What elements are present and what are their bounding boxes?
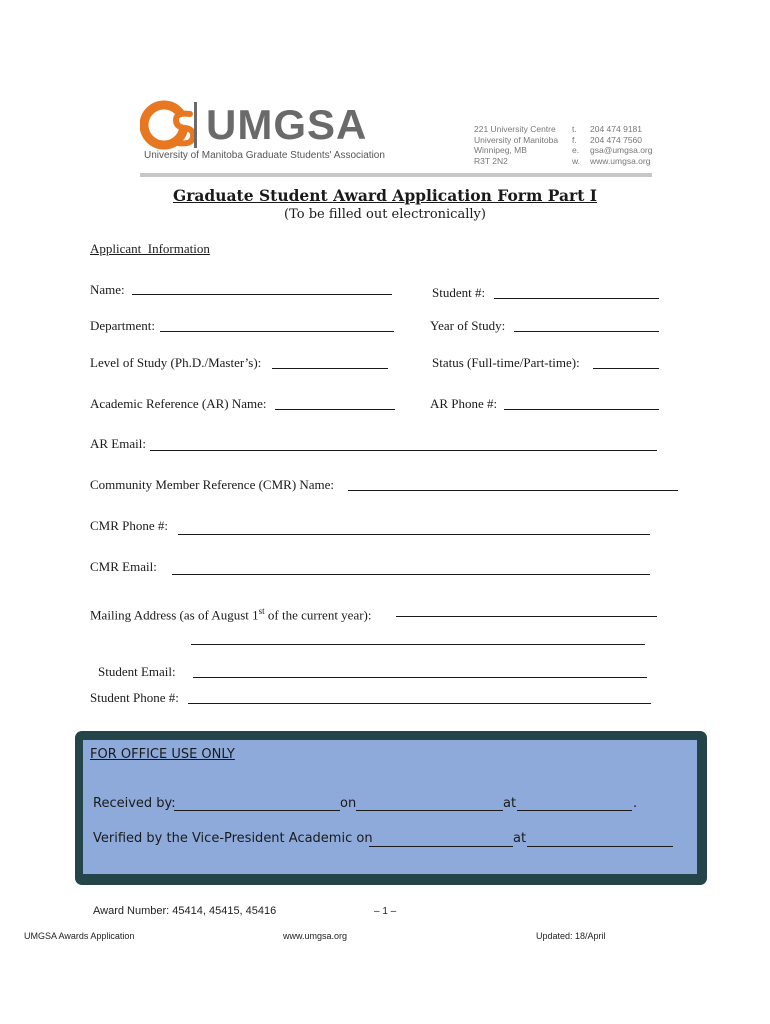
ar-email-field[interactable]	[150, 450, 657, 451]
contact-key: w.	[572, 155, 581, 166]
logo-wordmark: UMGSA	[206, 101, 368, 148]
umgsa-logo-icon	[140, 100, 198, 150]
footer-left-text: UMGSA Awards Application	[24, 931, 135, 941]
address-line: R3T 2N2	[474, 155, 508, 166]
level-of-study-label: Level of Study (Ph.D./Master’s):	[90, 355, 262, 370]
contact-values	[590, 124, 653, 166]
received-on-label: on	[340, 796, 357, 811]
student-number-field[interactable]	[494, 298, 659, 299]
mailing-address-prefix: Mailing Address (as of August 1	[90, 607, 259, 623]
cmr-phone-label: CMR Phone #:	[90, 518, 169, 533]
student-phone-field[interactable]	[188, 703, 651, 704]
mailing-address-sup: st	[258, 606, 265, 616]
verified-at-label: at	[513, 831, 527, 846]
ar-name-label: Academic Reference (AR) Name:	[90, 396, 267, 411]
address-line: University of Manitoba	[474, 134, 559, 145]
section-heading: Applicant Information	[90, 241, 210, 256]
student-email-field[interactable]	[193, 677, 647, 678]
contact-key: t.	[572, 124, 577, 134]
cmr-phone-field[interactable]	[178, 534, 650, 535]
cmr-name-label: Community Member Reference (CMR) Name:	[90, 477, 335, 492]
address-block	[474, 124, 558, 166]
ar-email-label: AR Email:	[90, 436, 146, 451]
level-of-study-field[interactable]	[272, 368, 388, 369]
address-line: 221 University Centre	[474, 124, 556, 134]
cmr-email-field[interactable]	[172, 574, 650, 575]
received-at-label: at	[503, 796, 517, 811]
contact-website: www.umgsa.org	[590, 155, 651, 166]
mailing-address-label	[90, 603, 372, 623]
form-title: Graduate Student Award Application Form Part I	[172, 186, 598, 205]
received-period: .	[633, 796, 638, 811]
status-field[interactable]	[593, 368, 659, 369]
received-by-field[interactable]	[174, 810, 340, 811]
contact-keys	[572, 124, 580, 166]
received-on-field[interactable]	[356, 810, 503, 811]
header-divider	[140, 173, 652, 177]
contact-email: gsa@umgsa.org	[590, 145, 653, 155]
status-label: Status (Full-time/Part-time):	[432, 355, 580, 370]
name-label: Name:	[90, 282, 125, 297]
mailing-address-field[interactable]	[396, 616, 657, 617]
contact-fax: 204 474 7560	[590, 134, 642, 145]
year-of-study-label: Year of Study:	[430, 318, 506, 333]
name-field[interactable]	[132, 294, 392, 295]
form-subtitle: (To be filled out electronically)	[284, 207, 486, 222]
page-number: – 1 –	[374, 906, 397, 917]
ar-phone-label: AR Phone #:	[430, 396, 498, 411]
received-at-field[interactable]	[517, 810, 632, 811]
ar-phone-field[interactable]	[504, 409, 659, 410]
mailing-address-suffix: of the current year):	[264, 607, 372, 623]
ar-name-field[interactable]	[275, 409, 395, 410]
verified-by-label: Verified by the Vice-President Academic on	[93, 831, 373, 846]
student-number-label: Student #:	[432, 285, 486, 300]
verified-on-field[interactable]	[369, 846, 513, 847]
received-by-label: Received by:	[93, 796, 176, 811]
student-phone-label: Student Phone #:	[90, 690, 179, 705]
contact-key: e.	[572, 145, 580, 155]
cmr-email-label: CMR Email:	[90, 559, 157, 574]
footer-website: www.umgsa.org	[283, 931, 348, 941]
address-line: Winnipeg, MB	[474, 145, 527, 155]
department-field[interactable]	[160, 331, 394, 332]
office-use-heading: FOR OFFICE USE ONLY	[90, 747, 235, 762]
logo-subtitle: University of Manitoba Graduate Students' Association	[144, 150, 385, 161]
contact-phone: 204 474 9181	[590, 124, 642, 134]
award-number: Award Number: 45414, 45415, 45416	[93, 905, 277, 917]
student-email-label: Student Email:	[98, 664, 176, 679]
verified-at-field[interactable]	[527, 846, 673, 847]
year-of-study-field[interactable]	[514, 331, 659, 332]
contact-key: f.	[572, 134, 577, 145]
mailing-address-field-line-2[interactable]	[191, 644, 645, 645]
footer-updated: Updated: 18/April	[536, 931, 606, 941]
cmr-name-field[interactable]	[348, 490, 678, 491]
department-label: Department:	[90, 318, 155, 333]
